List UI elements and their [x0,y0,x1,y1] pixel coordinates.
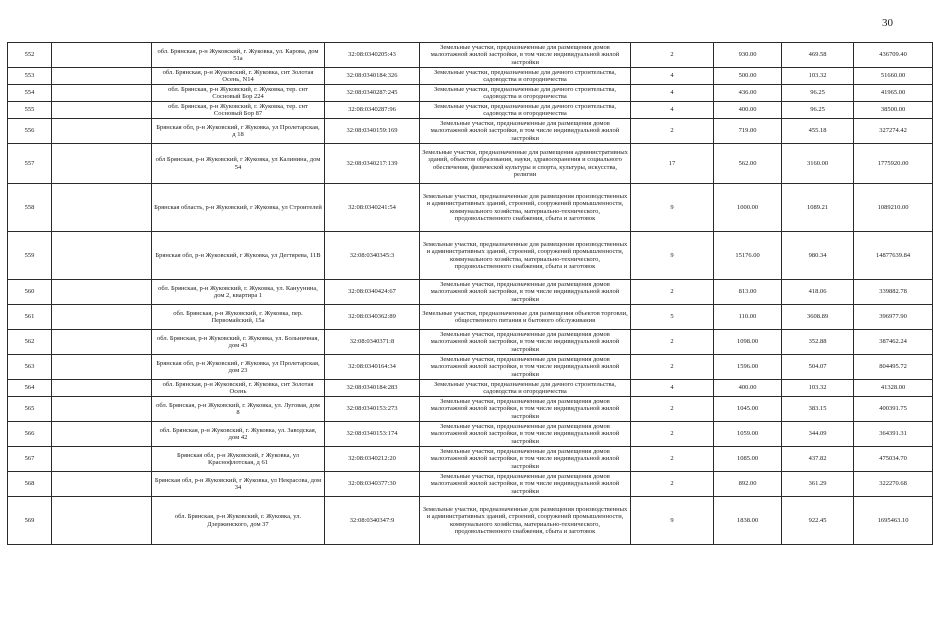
address-cell: обл. Брянская, р-н Жуковский, г. Жуковка, ул. Дзержинского, дом 37 [152,497,325,545]
cadastral-number-cell: 32:08:0340153:273 [325,397,420,422]
cadastral-value-cell: 41328.00 [854,380,933,397]
table-row [8,422,933,447]
blank-cell [52,397,152,422]
address-cell: Брянская обл, р-н Жуковский, г Жуковка, ул Краснофлотская, д 61 [152,447,325,472]
area-cell: 436.00 [714,85,782,102]
area-cell: 400.00 [714,380,782,397]
table-row [8,397,933,422]
cadastral-value-cell: 475034.70 [854,447,933,472]
address-cell: Брянская область, р-н Жуковский, г Жуковка, ул Строителей [152,184,325,232]
table-row [8,472,933,497]
specific-value-cell: 361.29 [782,472,854,497]
use-group-cell: 4 [631,68,714,85]
cadastral-value-cell: 1775920.00 [854,144,933,184]
cadastral-value-cell: 1089210.00 [854,184,933,232]
land-use-cell: Земельные участки, предназначенные для размещения домов малоэтажной жилой застройки, в том числе индивидуальной жилой застройки [420,447,631,472]
blank-cell [52,119,152,144]
row-number-cell: 566 [8,422,52,447]
use-group-cell: 9 [631,184,714,232]
blank-cell [52,497,152,545]
cadastral-number-cell: 32:08:0340362:89 [325,305,420,330]
cadastral-value-cell: 396977.90 [854,305,933,330]
address-cell: обл. Брянская, р-н Жуковский, г. Жуковка, ул. Заводская, дом 42 [152,422,325,447]
address-cell: обл. Брянская, р-н Жуковский, г. Жуковка, снт Золотая Осень, N14 [152,68,325,85]
table-row [8,68,933,85]
blank-cell [52,472,152,497]
address-cell: обл. Брянская, р-н Жуковский, г. Жуковка, ул. Карова, дом 51а [152,43,325,68]
cadastral-number-cell: 32:08:0340345:3 [325,232,420,280]
cadastral-number-cell: 32:08:0340159:169 [325,119,420,144]
specific-value-cell: 103.32 [782,380,854,397]
area-cell: 110.00 [714,305,782,330]
cadastral-value-cell: 364391.31 [854,422,933,447]
use-group-cell: 2 [631,119,714,144]
land-use-cell: Земельные участки, предназначенные для дачного строительства, садоводства и огородничества [420,380,631,397]
land-use-cell: Земельные участки, предназначенные для размещения домов малоэтажной жилой застройки, в том числе индивидуальной жилой застройки [420,355,631,380]
specific-value-cell: 418.06 [782,280,854,305]
row-number-cell: 562 [8,330,52,355]
blank-cell [52,85,152,102]
cadastral-number-cell: 32:08:0340217:139 [325,144,420,184]
use-group-cell: 2 [631,397,714,422]
area-cell: 1000.00 [714,184,782,232]
cadastral-number-cell: 32:08:0340184:326 [325,68,420,85]
cadastral-value-cell: 387462.24 [854,330,933,355]
table-row [8,280,933,305]
cadastral-value-cell: 339882.78 [854,280,933,305]
row-number-cell: 552 [8,43,52,68]
row-number-cell: 567 [8,447,52,472]
use-group-cell: 2 [631,355,714,380]
cadastral-value-cell: 436709.40 [854,43,933,68]
specific-value-cell: 455.18 [782,119,854,144]
blank-cell [52,330,152,355]
land-use-cell: Земельные участки, предназначенные для размещения домов малоэтажной жилой застройки, в том числе индивидуальной жилой застройки [420,422,631,447]
area-cell: 1596.00 [714,355,782,380]
cadastral-number-cell: 32:08:0340184:283 [325,380,420,397]
blank-cell [52,68,152,85]
row-number-cell: 568 [8,472,52,497]
land-use-cell: Земельные участки, предназначенные для дачного строительства, садоводства и огородничества [420,85,631,102]
land-use-cell: Земельные участки, предназначенные для размещения административных зданий, объектов образования, науки, здравоохранения и социального обеспечения, физической культуры и спорта, культуры, искусства, религии [420,144,631,184]
land-use-cell: Земельные участки, предназначенные для дачного строительства, садоводства и огородничества [420,68,631,85]
address-cell: обл. Брянская, р-н Жуковский, г. Жуковка, тер. снт Сосновый Бор 87 [152,102,325,119]
table-row [8,43,933,68]
address-cell: Брянская обл, р-н Жуковский, г Жуковка, ул Пролетарская, дом 23 [152,355,325,380]
address-cell: Брянская обл, р-н Жуковский, г Жуковка, ул Дегтярева, 11В [152,232,325,280]
specific-value-cell: 3160.00 [782,144,854,184]
use-group-cell: 9 [631,497,714,545]
area-cell: 1045.00 [714,397,782,422]
address-cell: обл. Брянская, р-н Жуковский, г. Жуковка, ул. Луговая, дом 8 [152,397,325,422]
row-number-cell: 555 [8,102,52,119]
table-row [8,447,933,472]
area-cell: 930.00 [714,43,782,68]
use-group-cell: 2 [631,330,714,355]
row-number-cell: 554 [8,85,52,102]
land-use-cell: Земельные участки, предназначенные для размещения производственных и административных зданий, строений, сооружений промышленности, коммунального хозяйства, материально-технического, продовольственного снабжения, сбыта и заготовок [420,184,631,232]
land-use-cell: Земельные участки, предназначенные для размещения объектов торговли, общественного питания и бытового обслуживания [420,305,631,330]
cadastral-value-cell: 327274.42 [854,119,933,144]
cadastral-number-cell: 32:08:0340287:245 [325,85,420,102]
specific-value-cell: 103.32 [782,68,854,85]
area-cell: 719.00 [714,119,782,144]
cadastral-value-cell: 322270.68 [854,472,933,497]
land-use-cell: Земельные участки, предназначенные для размещения домов малоэтажной жилой застройки, в том числе индивидуальной жилой застройки [420,472,631,497]
row-number-cell: 560 [8,280,52,305]
area-cell: 500.00 [714,68,782,85]
blank-cell [52,184,152,232]
address-cell: обл. Брянская, р-н Жуковский, г. Жуковка, тер. снт Сосновый Бор 224 [152,85,325,102]
cadastral-value-cell: 400391.75 [854,397,933,422]
land-use-cell: Земельные участки, предназначенные для размещения производственных и административных зданий, строений, сооружений промышленности, коммунального хозяйства, материально-технического, продовольственного снабжения, сбыта и заготовок [420,232,631,280]
address-cell: обл. Брянская, р-н Жуковский, г. Жуковка, ул. Кануунина, дом 2, квартира 1 [152,280,325,305]
cadastral-number-cell: 32:08:0340212:20 [325,447,420,472]
row-number-cell: 558 [8,184,52,232]
specific-value-cell: 352.88 [782,330,854,355]
use-group-cell: 4 [631,380,714,397]
specific-value-cell: 344.09 [782,422,854,447]
area-cell: 1085.00 [714,447,782,472]
row-number-cell: 556 [8,119,52,144]
blank-cell [52,380,152,397]
row-number-cell: 559 [8,232,52,280]
area-cell: 15176.00 [714,232,782,280]
blank-cell [52,422,152,447]
row-number-cell: 565 [8,397,52,422]
area-cell: 1838.00 [714,497,782,545]
blank-cell [52,144,152,184]
address-cell: Брянская обл, р-н Жуковский, г Жуковка, ул Пролетарская, д 18 [152,119,325,144]
cadastral-number-cell: 32:08:0340164:34 [325,355,420,380]
cadastral-value-cell: 1695463.10 [854,497,933,545]
cadastral-value-cell: 14877639.84 [854,232,933,280]
blank-cell [52,102,152,119]
land-registry-table [7,42,933,545]
row-number-cell: 563 [8,355,52,380]
cadastral-number-cell: 32:08:0340205:43 [325,43,420,68]
blank-cell [52,280,152,305]
land-use-cell: Земельные участки, предназначенные для размещения домов малоэтажной жилой застройки, в том числе индивидуальной жилой застройки [420,119,631,144]
cadastral-number-cell: 32:08:0340424:67 [325,280,420,305]
land-use-cell: Земельные участки, предназначенные для размещения домов малоэтажной жилой застройки, в том числе индивидуальной жилой застройки [420,280,631,305]
land-use-cell: Земельные участки, предназначенные для дачного строительства, садоводства и огородничества [420,102,631,119]
address-cell: обл. Брянская, р-н Жуковский, г. Жуковка, снт Золотая Осень [152,380,325,397]
table-row [8,497,933,545]
area-cell: 562.00 [714,144,782,184]
cadastral-number-cell: 32:08:0340377:30 [325,472,420,497]
blank-cell [52,355,152,380]
registry-table-body [8,43,933,545]
use-group-cell: 5 [631,305,714,330]
blank-cell [52,232,152,280]
address-cell: Брянская обл, р-н Жуковский, г Жуковка, ул Некрасова, дом 34 [152,472,325,497]
area-cell: 892.00 [714,472,782,497]
specific-value-cell: 504.07 [782,355,854,380]
cadastral-number-cell: 32:08:0340287:96 [325,102,420,119]
blank-cell [52,447,152,472]
specific-value-cell: 437.82 [782,447,854,472]
use-group-cell: 2 [631,472,714,497]
use-group-cell: 2 [631,43,714,68]
area-cell: 1098.00 [714,330,782,355]
specific-value-cell: 980.34 [782,232,854,280]
blank-cell [52,305,152,330]
specific-value-cell: 1089.21 [782,184,854,232]
specific-value-cell: 3608.89 [782,305,854,330]
specific-value-cell: 469.58 [782,43,854,68]
use-group-cell: 17 [631,144,714,184]
cadastral-value-cell: 38500.00 [854,102,933,119]
table-row [8,119,933,144]
address-cell: обл. Брянская, р-н Жуковский, г. Жуковка, ул. Больничная, дом 43 [152,330,325,355]
cadastral-number-cell: 32:08:0340347:9 [325,497,420,545]
use-group-cell: 4 [631,102,714,119]
use-group-cell: 4 [631,85,714,102]
table-row [8,144,933,184]
table-row [8,102,933,119]
page-number: 30 [882,17,893,29]
specific-value-cell: 383.15 [782,397,854,422]
land-use-cell: Земельные участки, предназначенные для размещения домов малоэтажной жилой застройки, в том числе индивидуальной жилой застройки [420,330,631,355]
land-use-cell: Земельные участки, предназначенные для размещения производственных и административных зданий, строений, сооружений промышленности, коммунального хозяйства, материально-технического, продовольственного снабжения, сбыта и заготовок [420,497,631,545]
address-cell: обл. Брянская, р-н Жуковский, г. Жуковка, пер. Первомайский, 15а [152,305,325,330]
cadastral-number-cell: 32:08:0340153:174 [325,422,420,447]
specific-value-cell: 922.45 [782,497,854,545]
table-row [8,380,933,397]
area-cell: 813.00 [714,280,782,305]
address-cell: обл Брянская, р-н Жуковский, г Жуковка, ул Калинина, дом 54 [152,144,325,184]
use-group-cell: 2 [631,447,714,472]
use-group-cell: 9 [631,232,714,280]
cadastral-value-cell: 804495.72 [854,355,933,380]
area-cell: 1059.00 [714,422,782,447]
row-number-cell: 564 [8,380,52,397]
blank-cell [52,43,152,68]
use-group-cell: 2 [631,280,714,305]
specific-value-cell: 96.25 [782,102,854,119]
row-number-cell: 553 [8,68,52,85]
cadastral-value-cell: 41965.00 [854,85,933,102]
table-row [8,330,933,355]
specific-value-cell: 96.25 [782,85,854,102]
table-row [8,85,933,102]
area-cell: 400.00 [714,102,782,119]
use-group-cell: 2 [631,422,714,447]
land-use-cell: Земельные участки, предназначенные для размещения домов малоэтажной жилой застройки, в том числе индивидуальной жилой застройки [420,397,631,422]
row-number-cell: 561 [8,305,52,330]
table-row [8,355,933,380]
row-number-cell: 557 [8,144,52,184]
table-row [8,305,933,330]
table-row [8,184,933,232]
cadastral-value-cell: 51660.00 [854,68,933,85]
table-row [8,232,933,280]
cadastral-number-cell: 32:08:0340371:8 [325,330,420,355]
cadastral-number-cell: 32:08:0340241:54 [325,184,420,232]
row-number-cell: 569 [8,497,52,545]
land-use-cell: Земельные участки, предназначенные для размещения домов малоэтажной жилой застройки, в том числе индивидуальной жилой застройки [420,43,631,68]
